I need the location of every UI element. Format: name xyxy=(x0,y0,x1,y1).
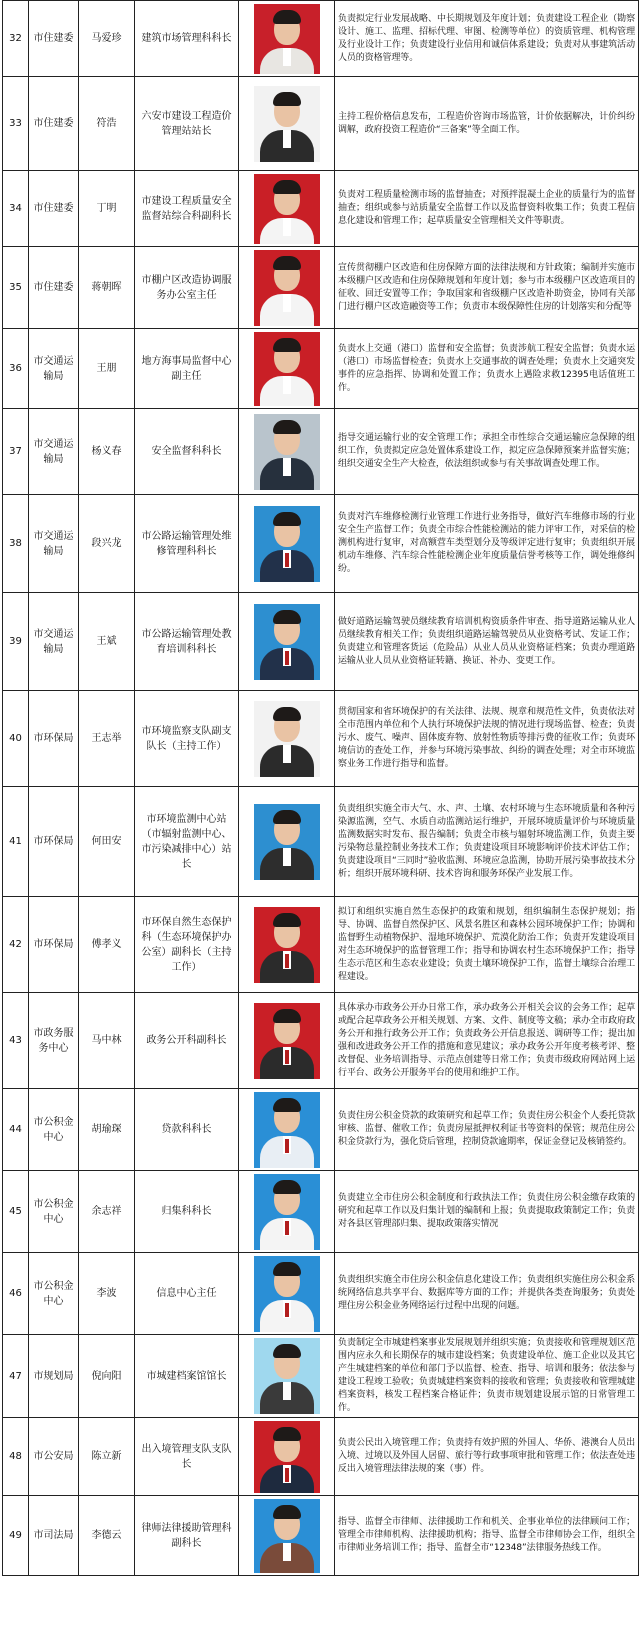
duties-cell: 负责建立全市住房公积金制度和行政执法工作；负责住房公积金缴存政策的研究和起草工作以及归集计划的编制和上报；负责提取政策制定工作；负责对各县区管理部归集、提取政策落实情况 xyxy=(335,1171,639,1253)
position-cell: 市环保自然生态保护科（生态环境保护办公室）副科长（主持工作） xyxy=(135,897,239,993)
table-row xyxy=(3,1335,639,1418)
portrait-hair xyxy=(273,1009,301,1023)
photo-cell xyxy=(239,77,335,171)
portrait-photo xyxy=(254,4,320,74)
table-row xyxy=(3,247,639,329)
row-number: 43 xyxy=(3,993,29,1089)
position-cell: 地方海事局监督中心副主任 xyxy=(135,329,239,409)
table-row xyxy=(3,409,639,495)
table-body xyxy=(3,1,639,1576)
department-cell: 市环保局 xyxy=(29,787,79,897)
department-cell: 市公安局 xyxy=(29,1418,79,1496)
portrait-photo xyxy=(254,701,320,777)
photo-cell xyxy=(239,1253,335,1335)
duties-cell: 负责对工程质量检测市场的监督抽查；对预拌混凝土企业的质量行为的监督抽查；组织或参与站质量安全监督工作以及监督资料收集工作；负责工程信息化建设和管理工作；起草质量安全管理相关文件等职责。 xyxy=(335,171,639,247)
position-cell: 贷款科科长 xyxy=(135,1089,239,1171)
portrait-hair xyxy=(273,512,301,526)
table-row xyxy=(3,787,639,897)
name-cell: 余志祥 xyxy=(79,1171,135,1253)
portrait-collar xyxy=(283,294,291,312)
duties-cell: 指导交通运输行业的安全管理工作；承担全市性综合交通运输应急保障的组织工作，负责拟定应急处置体系建设工作，拟定应急保障预案并监督实施；组织交通安全生产大检查，依法组织或参与有关事故调查处理工作。 xyxy=(335,409,639,495)
photo-cell xyxy=(239,247,335,329)
name-cell: 王志举 xyxy=(79,691,135,787)
portrait-tie xyxy=(285,651,289,665)
table-row xyxy=(3,77,639,171)
department-cell: 市住建委 xyxy=(29,77,79,171)
portrait-hair xyxy=(273,180,301,194)
portrait-hair xyxy=(273,1180,301,1194)
row-number: 48 xyxy=(3,1418,29,1496)
portrait-photo xyxy=(254,604,320,680)
department-cell: 市住建委 xyxy=(29,247,79,329)
portrait-photo xyxy=(254,332,320,406)
portrait-tie xyxy=(285,1303,289,1317)
duties-cell: 拟订和组织实施自然生态保护的政策和规划，组织编制生态保护规划；指导、协调、监督自然保护区、风景名胜区和森林公园环境保护工作；协调和监督野生动植物保护、湿地环境保护、荒漠化防治工作；负责开发建设项目对生态环境保护的监督管理工作；指导和协调农村生态环境保护工作；指导生态示范区和生态农业建设；负责土壤环境保护工作，监督土壤综合治理工程建设。 xyxy=(335,897,639,993)
portrait-hair xyxy=(273,707,301,721)
portrait-collar xyxy=(283,745,291,763)
portrait-photo xyxy=(254,907,320,983)
position-cell: 市环境监测中心站（市辐射监测中心、市污染减排中心）站长 xyxy=(135,787,239,897)
row-number: 42 xyxy=(3,897,29,993)
portrait-photo xyxy=(254,1174,320,1250)
department-cell: 市公积金中心 xyxy=(29,1171,79,1253)
position-cell: 信息中心主任 xyxy=(135,1253,239,1335)
photo-cell xyxy=(239,1089,335,1171)
portrait-hair xyxy=(273,1098,301,1112)
portrait-hair xyxy=(273,1262,301,1276)
position-cell: 市环境监察支队副支队长（主持工作） xyxy=(135,691,239,787)
department-cell: 市交通运输局 xyxy=(29,409,79,495)
portrait-tie xyxy=(285,1139,289,1153)
portrait-hair xyxy=(273,256,301,270)
name-cell: 倪向阳 xyxy=(79,1335,135,1418)
table-row xyxy=(3,1171,639,1253)
photo-cell xyxy=(239,787,335,897)
portrait-collar xyxy=(283,458,291,476)
duties-cell: 做好道路运输驾驶员继续教育培训机构资质条件审查、指导道路运输从业人员继续教育相关工作；负责组织道路运输驾驶员从业资格考试、发证工作；负责建立和管理客货运（危险品）从业人员从业资格证档案；负责办理道路运输从业人员从业资格证转籍、换证、补办、变更工作。 xyxy=(335,593,639,691)
row-number: 36 xyxy=(3,329,29,409)
photo-cell xyxy=(239,1171,335,1253)
name-cell: 何田安 xyxy=(79,787,135,897)
row-number: 39 xyxy=(3,593,29,691)
photo-cell xyxy=(239,897,335,993)
photo-cell xyxy=(239,993,335,1089)
name-cell: 傅孝义 xyxy=(79,897,135,993)
photo-cell xyxy=(239,593,335,691)
portrait-photo xyxy=(254,1421,320,1493)
department-cell: 市环保局 xyxy=(29,897,79,993)
duties-cell: 指导、监督全市律师、法律援助工作和机关、企事业单位的法律顾问工作；管理全市律师机构、法律援助机构；指导、监督全市律师协会工作，组织全市律师业务培训工作；指导、监督全市“12348”法律服务热线工作。 xyxy=(335,1496,639,1576)
portrait-photo xyxy=(254,506,320,582)
department-cell: 市住建委 xyxy=(29,1,79,77)
portrait-tie xyxy=(285,553,289,567)
table-row xyxy=(3,171,639,247)
department-cell: 市交通运输局 xyxy=(29,329,79,409)
position-cell: 出入境管理支队支队长 xyxy=(135,1418,239,1496)
department-cell: 市交通运输局 xyxy=(29,495,79,593)
position-cell: 六安市建设工程造价管理站站长 xyxy=(135,77,239,171)
portrait-hair xyxy=(273,420,301,434)
table-row xyxy=(3,1,639,77)
row-number: 49 xyxy=(3,1496,29,1576)
photo-cell xyxy=(239,1,335,77)
portrait-tie xyxy=(285,1050,289,1064)
photo-cell xyxy=(239,495,335,593)
portrait-collar xyxy=(283,218,291,236)
photo-cell xyxy=(239,1418,335,1496)
name-cell: 李波 xyxy=(79,1253,135,1335)
photo-cell xyxy=(239,1335,335,1418)
portrait-collar xyxy=(283,1543,291,1561)
position-cell: 市公路运输管理处教育培训科科长 xyxy=(135,593,239,691)
portrait-photo xyxy=(254,1338,320,1414)
portrait-photo xyxy=(254,1256,320,1332)
duties-cell: 宣传贯彻棚户区改造和住房保障方面的法律法规和方针政策；编制并实施市本级棚户区改造和住房保障规划和年度计划；参与市本级棚户区改造项目的征收、回迁安置等工作；争取国家和省级棚户区改造补助资金，协同有关部门进行棚户区改造融资等工作；负责市本级保障性住房的计划落实和分配等 xyxy=(335,247,639,329)
name-cell: 王斌 xyxy=(79,593,135,691)
photo-cell xyxy=(239,171,335,247)
portrait-hair xyxy=(273,10,301,24)
table-row xyxy=(3,593,639,691)
name-cell: 马爱珍 xyxy=(79,1,135,77)
portrait-photo xyxy=(254,86,320,162)
portrait-hair xyxy=(273,338,301,352)
photo-cell xyxy=(239,329,335,409)
portrait-collar xyxy=(283,1382,291,1400)
position-cell: 归集科科长 xyxy=(135,1171,239,1253)
portrait-collar xyxy=(283,130,291,148)
row-number: 41 xyxy=(3,787,29,897)
position-cell: 安全监督科科长 xyxy=(135,409,239,495)
department-cell: 市交通运输局 xyxy=(29,593,79,691)
name-cell: 胡瑜琛 xyxy=(79,1089,135,1171)
duties-cell: 负责水上交通（港口）监督和安全监督；负责涉航工程安全监督；负责水运（港口）市场监督检查；负责水上交通事故的调查处理；负责水上交通突发事件的应急指挥、协调和处置工作；负责水上遇险求救12395电话值班工作。 xyxy=(335,329,639,409)
portrait-tie xyxy=(285,954,289,968)
portrait-tie xyxy=(285,1221,289,1235)
photo-cell xyxy=(239,691,335,787)
name-cell: 陈立新 xyxy=(79,1418,135,1496)
portrait-hair xyxy=(273,1344,301,1358)
duties-cell: 负责组织实施全市大气、水、声、土壤、农村环境与生态环境质量和各种污染源监测，空气、水质自动监测站运行维护，开展环境质量评价与环境质量监测数据实时发布、报告编制；负责全市核与辐射环境监测工作，负责主要污染物总量控制业务技术工作；负责建设项目环境影响评价技术评估工作；负责建设项目“三同时”验收监测、环境应急监测，协助开展污染事故技术分析；组织开展环境科研、技术咨询和服务环保产业发展工作。 xyxy=(335,787,639,897)
duties-cell: 负责公民出入境管理工作；负责持有效护照的外国人、华侨、港澳台人员出入境、过境以及外国人居留、旅行等行政事项审批和管理工作；依法查处违反出入境管理法律法规的案（事）件。 xyxy=(335,1418,639,1496)
row-number: 32 xyxy=(3,1,29,77)
portrait-photo xyxy=(254,250,320,326)
department-cell: 市政务服务中心 xyxy=(29,993,79,1089)
duties-cell: 贯彻国家和省环境保护的有关法律、法规、规章和规范性文件，负责依法对全市范围内单位和个人执行环境保护法规的情况进行现场监督、检查；负责污水、废气、噪声、固体废弃物、放射性物质等排污费的征收工作；负责环境信访的查处工作，并参与环境污染事故、纠纷的调查处理；对全市环境监察业务工作进行指导和监督。 xyxy=(335,691,639,787)
portrait-photo xyxy=(254,1092,320,1168)
table-row xyxy=(3,691,639,787)
duties-cell: 具体承办市政务公开办日常工作，承办政务公开相关会议的会务工作；起草或配合起草政务公开相关规划、方案、文件、制度等文稿；承办全市政府政务公开和推行政务公开工作；负责政务公开信息报送、调研等工作；提出加强和改进政务公开工作的措施和意见建议；承办政务公开年度考核考评、整改督促、业务培训指导、示范点创建等日常工作；负责市级政府网站网上运行平台、政务公开服务平台的使用和维护工作。 xyxy=(335,993,639,1089)
row-number: 45 xyxy=(3,1171,29,1253)
department-cell: 市规划局 xyxy=(29,1335,79,1418)
table-row xyxy=(3,1253,639,1335)
name-cell: 王朋 xyxy=(79,329,135,409)
portrait-hair xyxy=(273,810,301,824)
position-cell: 建筑市场管理科科长 xyxy=(135,1,239,77)
name-cell: 马中林 xyxy=(79,993,135,1089)
staff-duty-table xyxy=(2,0,639,1576)
row-number: 38 xyxy=(3,495,29,593)
department-cell: 市环保局 xyxy=(29,691,79,787)
table-row xyxy=(3,1089,639,1171)
name-cell: 丁明 xyxy=(79,171,135,247)
department-cell: 市司法局 xyxy=(29,1496,79,1576)
row-number: 33 xyxy=(3,77,29,171)
row-number: 46 xyxy=(3,1253,29,1335)
portrait-hair xyxy=(273,1427,301,1441)
row-number: 44 xyxy=(3,1089,29,1171)
portrait-collar xyxy=(283,848,291,866)
department-cell: 市住建委 xyxy=(29,171,79,247)
portrait-hair xyxy=(273,1505,301,1519)
duties-cell: 负责制定全市城建档案事业发展规划并组织实施；负责接收和管理规划区范围内应永久和长期保存的城市建设档案；负责建设单位、施工企业以及其它产生城建档案的单位和部门予以监督、检查、指导、培训和服务；依法参与建设工程竣工验收；负责城建档案资料的接收和管理；负责接收和管理城建档案资料，核发工程档案合格证件；负责市规划建设展示馆的日常管理工作。 xyxy=(335,1335,639,1418)
table-row xyxy=(3,1496,639,1576)
row-number: 40 xyxy=(3,691,29,787)
name-cell: 李德云 xyxy=(79,1496,135,1576)
row-number: 47 xyxy=(3,1335,29,1418)
table-row xyxy=(3,329,639,409)
photo-cell xyxy=(239,1496,335,1576)
portrait-tie xyxy=(285,1468,289,1482)
duties-cell: 负责住房公积金贷款的政策研究和起草工作；负责住房公积金个人委托贷款审核、监督、催收工作；负责房屋抵押权利证书等资料的保管；规范住房公积金贷款行为，强化贷后管理，控制贷款逾期率，保证金登记及核销签约。 xyxy=(335,1089,639,1171)
photo-cell xyxy=(239,409,335,495)
portrait-hair xyxy=(273,610,301,624)
row-number: 34 xyxy=(3,171,29,247)
portrait-photo xyxy=(254,1003,320,1079)
name-cell: 段兴龙 xyxy=(79,495,135,593)
table-row xyxy=(3,897,639,993)
portrait-photo xyxy=(254,804,320,880)
portrait-photo xyxy=(254,174,320,244)
table-row xyxy=(3,495,639,593)
row-number: 35 xyxy=(3,247,29,329)
portrait-collar xyxy=(283,376,291,394)
name-cell: 杨义春 xyxy=(79,409,135,495)
row-number: 37 xyxy=(3,409,29,495)
department-cell: 市公积金中心 xyxy=(29,1089,79,1171)
position-cell: 市公路运输管理处维修管理科科长 xyxy=(135,495,239,593)
position-cell: 律师法律援助管理科副科长 xyxy=(135,1496,239,1576)
duties-cell: 主持工程价格信息发布，工程造价咨询市场监管，计价依据解决，计价纠纷调解，政府投资工程造价“三备案”等全面工作。 xyxy=(335,77,639,171)
position-cell: 政务公开科副科长 xyxy=(135,993,239,1089)
duties-cell: 负责对汽车维修检测行业管理工作进行业务指导，做好汽车维修市场的行业安全生产监督工作；负责全市综合性能检测站的能力评审工作，对采信的检测机构进行复审，对高额营车类型划分及等级评定进行复审；负责组织开展机动车维修、汽车综合性能检测企业年度质量信誉考核等工作，调处维修纠纷。 xyxy=(335,495,639,593)
duties-cell: 负责拟定行业发展战略、中长期规划及年度计划；负责建设工程企业（勘察设计、施工、监理、招标代理、审图、检测等单位）的资质管理、机构管理及行业设计工作；负责建设行业信用和诚信体系建设；负责对从事建筑活动人员的资格管理等。 xyxy=(335,1,639,77)
table-row xyxy=(3,1418,639,1496)
name-cell: 蒋朝晖 xyxy=(79,247,135,329)
portrait-photo xyxy=(254,414,320,490)
position-cell: 市城建档案馆馆长 xyxy=(135,1335,239,1418)
position-cell: 市棚户区改造协调服务办公室主任 xyxy=(135,247,239,329)
portrait-hair xyxy=(273,913,301,927)
department-cell: 市公积金中心 xyxy=(29,1253,79,1335)
portrait-collar xyxy=(283,48,291,66)
position-cell: 市建设工程质量安全监督站综合科副科长 xyxy=(135,171,239,247)
name-cell: 符浩 xyxy=(79,77,135,171)
duties-cell: 负责组织实施全市住房公积金信息化建设工作；负责组织实施住房公积金系统网络信息共享平台、数据库等方面的工作；并提供各类查询服务；负责处理住房公积金业务网络运行过程中出现的问题。 xyxy=(335,1253,639,1335)
portrait-photo xyxy=(254,1499,320,1573)
portrait-hair xyxy=(273,92,301,106)
table-row xyxy=(3,993,639,1089)
